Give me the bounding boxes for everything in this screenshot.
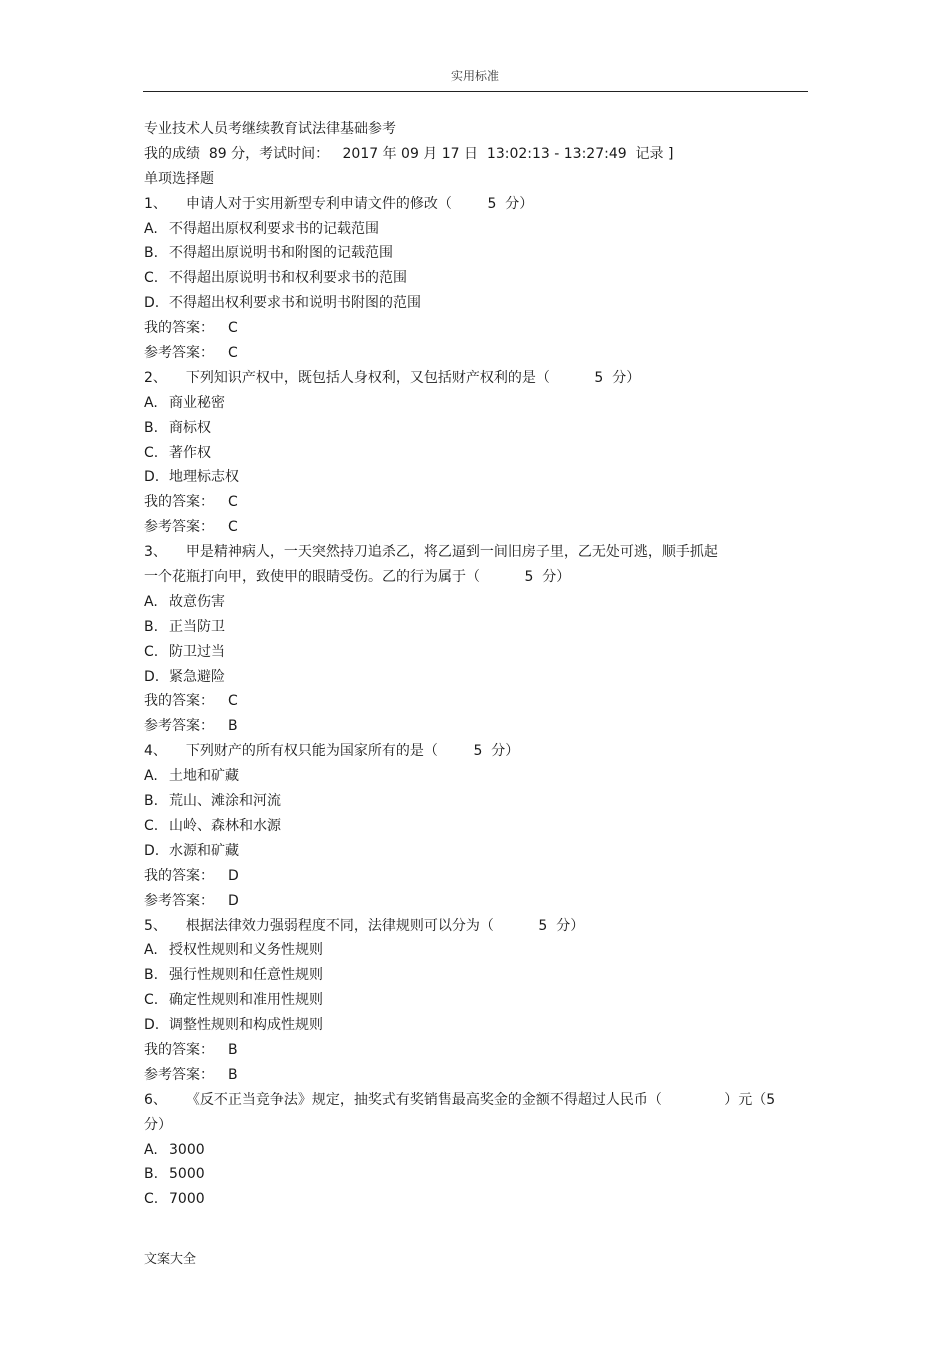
question-number: 4、 (144, 743, 167, 760)
option-letter: D. (144, 469, 160, 486)
option-letter: C. (144, 643, 159, 660)
question-stem-continued: 分） (144, 1116, 172, 1133)
option-b (144, 616, 808, 641)
option-d (144, 840, 808, 865)
question-text: 根据法律效力强弱程度不同，法律规则可以分为（ 5 分） (177, 917, 585, 934)
option-text: 防卫过当 (169, 643, 225, 660)
my-answer-label: 我的答案： (144, 693, 214, 710)
option-letter: A. (144, 593, 158, 610)
option-b (144, 790, 808, 815)
my-answer-label: 我的答案： (144, 320, 214, 337)
header-divider (143, 91, 808, 92)
option-text: 商业秘密 (169, 394, 225, 411)
question-2 (144, 367, 808, 541)
option-c (144, 1188, 808, 1213)
option-letter: C. (144, 992, 159, 1009)
question-number: 2、 (144, 369, 167, 386)
my-answer-label: 我的答案： (144, 867, 214, 884)
question-stem (144, 1089, 808, 1114)
option-text: 强行性规则和任意性规则 (169, 967, 323, 984)
page-header-title: 实用标准 (450, 69, 499, 83)
option-text: 授权性规则和义务性规则 (169, 942, 323, 959)
option-letter: D. (144, 295, 160, 312)
option-text: 商标权 (169, 419, 211, 436)
option-text: 荒山、滩涂和河流 (169, 793, 281, 810)
page-footer: 文案大全 (144, 1252, 197, 1267)
option-letter: D. (144, 1017, 160, 1034)
option-c (144, 989, 808, 1014)
question-stem (144, 193, 808, 218)
option-text: 不得超出原权利要求书的记载范围 (169, 220, 379, 237)
option-text: 不得超出原说明书和附图的记载范围 (169, 245, 393, 262)
option-b (144, 1163, 808, 1188)
my-answer (144, 317, 808, 342)
score-line: 我的成绩 89 分，考试时间： 2017 年 09 月 17 日 13:02:13 - 13:27:49 记录 ] (144, 145, 674, 162)
reference-answer-value: C (228, 345, 238, 362)
question-stem-continued: 一个花瓶打向甲，致使甲的眼睛受伤。乙的行为属于（ 5 分） (144, 569, 571, 586)
reference-answer-value: B (228, 1066, 238, 1083)
question-text: 申请人对于实用新型专利申请文件的修改（ 5 分） (177, 195, 534, 212)
question-number: 5、 (144, 917, 167, 934)
option-letter: A. (144, 394, 158, 411)
option-b (144, 964, 808, 989)
option-c (144, 815, 808, 840)
reference-answer-label: 参考答案： (144, 892, 214, 909)
question-text: 《反不正当竞争法》规定，抽奖式有奖销售最高奖金的金额不得超过人民币（ ）元（5 (177, 1091, 776, 1108)
option-text: 不得超出原说明书和权利要求书的范围 (169, 270, 407, 287)
my-answer-value: B (228, 1041, 238, 1058)
option-letter: B. (144, 967, 159, 984)
option-letter: A. (144, 1141, 158, 1158)
option-letter: B. (144, 1166, 159, 1183)
option-text: 土地和矿藏 (169, 768, 239, 785)
option-text: 确定性规则和准用性规则 (169, 992, 323, 1009)
option-d (144, 466, 808, 491)
option-letter: C. (144, 444, 159, 461)
option-c (144, 267, 808, 292)
option-letter: C. (144, 270, 159, 287)
option-letter: C. (144, 817, 159, 834)
question-6 (144, 1089, 808, 1213)
option-d (144, 666, 808, 691)
option-text: 调整性规则和构成性规则 (169, 1017, 323, 1034)
reference-answer-label: 参考答案： (144, 345, 214, 362)
option-a (144, 218, 808, 243)
option-text: 不得超出权利要求书和说明书附图的范围 (169, 295, 421, 312)
question-stem (144, 915, 808, 940)
reference-answer (144, 890, 808, 915)
question-1 (144, 193, 808, 367)
my-answer-label: 我的答案： (144, 1041, 214, 1058)
option-letter: B. (144, 419, 159, 436)
option-c (144, 641, 808, 666)
my-answer (144, 1039, 808, 1064)
reference-answer-label: 参考答案： (144, 519, 214, 536)
my-answer-value: C (228, 494, 238, 511)
option-letter: B. (144, 793, 159, 810)
option-text: 地理标志权 (169, 469, 239, 486)
option-text: 著作权 (169, 444, 211, 461)
option-a (144, 1139, 808, 1164)
question-text: 下列财产的所有权只能为国家所有的是（ 5 分） (177, 743, 520, 760)
option-text: 紧急避险 (169, 668, 225, 685)
option-letter: B. (144, 618, 159, 635)
my-answer-value: D (228, 867, 239, 884)
question-stem (144, 541, 808, 566)
reference-answer-value: B (228, 718, 238, 735)
question-number: 6、 (144, 1091, 167, 1108)
question-stem (144, 367, 808, 392)
my-answer-value: C (228, 693, 238, 710)
my-answer (144, 690, 808, 715)
reference-answer (144, 1064, 808, 1089)
reference-answer (144, 516, 808, 541)
reference-answer (144, 342, 808, 367)
option-d (144, 1014, 808, 1039)
option-letter: B. (144, 245, 159, 262)
option-text: 故意伤害 (169, 593, 225, 610)
option-text: 3000 (169, 1141, 205, 1158)
option-a (144, 939, 808, 964)
option-letter: A. (144, 768, 158, 785)
my-answer (144, 491, 808, 516)
question-3 (144, 541, 808, 740)
option-text: 山岭、森林和水源 (169, 817, 281, 834)
option-a (144, 591, 808, 616)
section-heading: 单项选择题 (144, 170, 214, 187)
question-number: 1、 (144, 195, 167, 212)
option-b (144, 242, 808, 267)
option-text: 5000 (169, 1166, 205, 1183)
document-body (144, 118, 808, 1213)
reference-answer (144, 715, 808, 740)
reference-answer-label: 参考答案： (144, 718, 214, 735)
option-letter: D. (144, 668, 160, 685)
option-b (144, 417, 808, 442)
question-4 (144, 740, 808, 914)
my-answer-value: C (228, 320, 238, 337)
option-a (144, 765, 808, 790)
my-answer (144, 865, 808, 890)
option-text: 水源和矿藏 (169, 842, 239, 859)
option-c (144, 442, 808, 467)
question-text: 下列知识产权中，既包括人身权利，又包括财产权利的是（ 5 分） (177, 369, 641, 386)
option-a (144, 392, 808, 417)
question-stem (144, 740, 808, 765)
option-text: 7000 (169, 1191, 205, 1208)
question-text: 甲是精神病人，一天突然持刀追杀乙，将乙逼到一间旧房子里，乙无处可逃，顺手抓起 (177, 544, 718, 561)
my-answer-label: 我的答案： (144, 494, 214, 511)
option-d (144, 292, 808, 317)
reference-answer-label: 参考答案： (144, 1066, 214, 1083)
option-letter: C. (144, 1191, 159, 1208)
reference-answer-value: D (228, 892, 239, 909)
reference-answer-value: C (228, 519, 238, 536)
option-letter: A. (144, 942, 158, 959)
option-text: 正当防卫 (169, 618, 225, 635)
question-number: 3、 (144, 544, 167, 561)
option-letter: A. (144, 220, 158, 237)
document-title: 专业技术人员考继续教育试法律基础参考 (144, 121, 396, 137)
question-5 (144, 915, 808, 1089)
option-letter: D. (144, 842, 160, 859)
